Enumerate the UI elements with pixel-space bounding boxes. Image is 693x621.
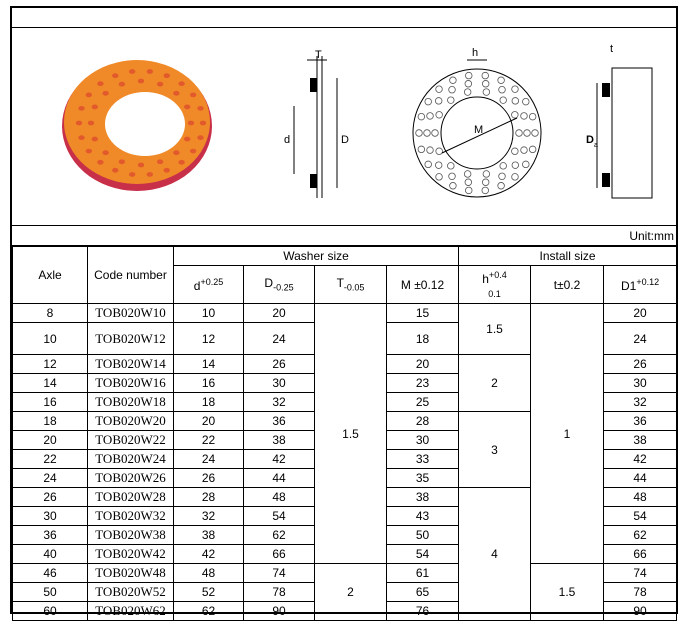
washer-pocket — [119, 159, 125, 164]
cell-T-merged: 1.5 — [315, 304, 387, 564]
lubrication-hole — [448, 97, 455, 104]
washer-pocket — [97, 81, 103, 86]
cell-code: TOB020W38 — [88, 526, 174, 545]
cell-code: TOB020W32 — [88, 507, 174, 526]
cell-axle: 50 — [13, 583, 88, 602]
cell-M: 38 — [387, 488, 459, 507]
lubrication-hole — [449, 173, 456, 180]
cell-D1: 32 — [604, 393, 677, 412]
cell-D: 54 — [244, 507, 315, 526]
lubrication-hole — [425, 161, 432, 168]
washer-pocket — [119, 82, 125, 87]
washer-pocket — [102, 91, 108, 96]
cell-D1: 36 — [604, 412, 677, 431]
cell-D1: 90 — [604, 602, 677, 621]
label-Da-sub: a — [594, 142, 598, 149]
lubrication-hole — [522, 161, 529, 168]
cell-M: 25 — [387, 393, 459, 412]
cell-d: 22 — [174, 431, 244, 450]
lubrication-hole — [499, 173, 506, 180]
washer-pocket — [197, 106, 203, 111]
washer-pocket — [178, 160, 184, 165]
cell-D: 78 — [244, 583, 315, 602]
lubrication-hole — [450, 182, 457, 189]
lubrication-hole — [449, 86, 456, 93]
top-band — [12, 8, 676, 28]
cell-axle: 22 — [13, 450, 88, 469]
cell-D: 20 — [244, 304, 315, 323]
header-code: Code number — [88, 247, 174, 304]
cell-D1: 30 — [604, 374, 677, 393]
lubrication-hole — [450, 77, 457, 84]
washer-pocket — [86, 149, 92, 154]
washer-pocket — [147, 69, 153, 74]
header-h: $h^{+0.4}$ 0.1 — [459, 266, 531, 304]
cell-axle: 24 — [13, 469, 88, 488]
washer-illustrations — [12, 28, 676, 225]
cell-D: 36 — [244, 412, 315, 431]
washer-pocket — [188, 121, 194, 126]
label-D: D — [341, 134, 349, 146]
lubrication-hole — [427, 147, 434, 154]
cell-d: 28 — [174, 488, 244, 507]
cell-t-merged: 1 — [531, 304, 604, 564]
cell-axle: 60 — [13, 602, 88, 621]
lubrication-hole — [464, 171, 471, 178]
lubrication-hole — [500, 97, 507, 104]
lubrication-hole — [512, 86, 519, 93]
cell-d: 62 — [174, 602, 244, 621]
lubrication-hole — [482, 187, 489, 194]
lubrication-hole — [432, 130, 439, 137]
washer-pocket — [178, 81, 184, 86]
washer-pocket — [97, 160, 103, 165]
cell-axle: 40 — [13, 545, 88, 564]
lubrication-hole — [512, 111, 519, 118]
front-view-h-M — [413, 47, 541, 197]
lubrication-hole — [498, 77, 505, 84]
cell-D1: 26 — [604, 355, 677, 374]
lubrication-hole — [418, 146, 425, 153]
cell-axle: 8 — [13, 304, 88, 323]
washer-pocket — [112, 168, 118, 173]
washer-pocket — [190, 92, 196, 97]
cell-code: TOB020W26 — [88, 469, 174, 488]
label-d: d — [284, 134, 291, 146]
washer-pocket — [129, 69, 135, 74]
lubrication-hole — [424, 130, 431, 137]
lubrication-hole — [482, 72, 489, 79]
lubrication-hole — [512, 162, 519, 169]
label-T: T — [315, 49, 322, 61]
cell-D: 66 — [244, 545, 315, 564]
cell-axle: 14 — [13, 374, 88, 393]
cell-code: TOB020W24 — [88, 450, 174, 469]
lubrication-hole — [512, 174, 519, 181]
cell-D1: 24 — [604, 323, 677, 355]
cell-axle: 36 — [13, 526, 88, 545]
cell-D: 74 — [244, 564, 315, 583]
washer-pocket — [200, 121, 206, 126]
cell-code: TOB020W20 — [88, 412, 174, 431]
cell-D1: 38 — [604, 431, 677, 450]
cell-D1: 78 — [604, 583, 677, 602]
washer-pocket — [190, 149, 196, 154]
cell-T-merged: 2 — [315, 564, 387, 621]
cell-D: 90 — [244, 602, 315, 621]
washer-pocket — [92, 105, 98, 110]
lubrication-hole — [482, 179, 489, 186]
cell-code: TOB020W52 — [88, 583, 174, 602]
lubrication-hole — [464, 89, 471, 96]
cell-axle: 20 — [13, 431, 88, 450]
lubrication-hole — [500, 163, 507, 170]
lubrication-hole — [435, 98, 442, 105]
washer-pocket — [184, 105, 190, 110]
lubrication-hole — [465, 72, 472, 79]
washer-pocket — [164, 73, 170, 78]
cell-M: 23 — [387, 374, 459, 393]
cell-D: 24 — [244, 323, 315, 355]
lubrication-hole — [521, 113, 528, 120]
washer-pocket — [164, 168, 170, 173]
washer-pocket — [102, 150, 108, 155]
cell-D1: 42 — [604, 450, 677, 469]
unit-label: Unit:mm — [12, 226, 676, 246]
lubrication-hole — [499, 86, 506, 93]
washer-spec-table — [12, 246, 677, 621]
cell-d: 26 — [174, 469, 244, 488]
cell-d: 42 — [174, 545, 244, 564]
cell-D: 42 — [244, 450, 315, 469]
lubrication-hole — [436, 111, 443, 118]
cell-axle: 10 — [13, 323, 88, 355]
lubrication-hole — [448, 163, 455, 170]
cell-D: 62 — [244, 526, 315, 545]
cell-D1: 48 — [604, 488, 677, 507]
cell-h-merged: 4 — [459, 488, 531, 621]
lubrication-hole — [418, 113, 425, 120]
header-t: t±0.2 — [531, 266, 604, 304]
washer-pocket — [157, 82, 163, 87]
lubrication-hole — [521, 147, 528, 154]
cell-d: 32 — [174, 507, 244, 526]
cell-d: 38 — [174, 526, 244, 545]
washer-pocket — [138, 163, 144, 168]
cell-D: 30 — [244, 374, 315, 393]
spec-sheet-frame — [10, 6, 678, 618]
cell-d: 14 — [174, 355, 244, 374]
cell-M: 33 — [387, 450, 459, 469]
lubrication-hole — [483, 89, 490, 96]
cell-M: 15 — [387, 304, 459, 323]
lubrication-hole — [465, 80, 472, 87]
cell-D: 26 — [244, 355, 315, 374]
cell-M: 50 — [387, 526, 459, 545]
cell-M: 61 — [387, 564, 459, 583]
washer-pocket — [129, 172, 135, 177]
cell-M: 30 — [387, 431, 459, 450]
cell-code: TOB020W16 — [88, 374, 174, 393]
header-M: M ±0.12 — [387, 266, 459, 304]
cell-code: TOB020W22 — [88, 431, 174, 450]
header-axle: Axle — [13, 247, 88, 304]
washer-pocket — [147, 172, 153, 177]
header-d: $d^{+0.25}$ — [174, 266, 244, 304]
cell-M: 54 — [387, 545, 459, 564]
header-D: $D_{-0.25}$ — [244, 266, 315, 304]
cell-D: 48 — [244, 488, 315, 507]
lubrication-hole — [465, 179, 472, 186]
cell-M: 20 — [387, 355, 459, 374]
cell-D: 38 — [244, 431, 315, 450]
cell-code: TOB020W28 — [88, 488, 174, 507]
cell-D1: 54 — [604, 507, 677, 526]
cell-d: 48 — [174, 564, 244, 583]
header-install-size: Install size — [459, 247, 677, 266]
cell-d: 20 — [174, 412, 244, 431]
lubrication-hole — [529, 146, 536, 153]
cell-M: 76 — [387, 602, 459, 621]
cell-axle: 18 — [13, 412, 88, 431]
cell-axle: 12 — [13, 355, 88, 374]
cell-D1: 66 — [604, 545, 677, 564]
cell-axle: 30 — [13, 507, 88, 526]
washer-pocket — [157, 159, 163, 164]
cell-code: TOB020W18 — [88, 393, 174, 412]
illustration-area — [12, 28, 676, 226]
lubrication-hole — [483, 171, 490, 178]
cell-d: 12 — [174, 323, 244, 355]
cell-D1: 74 — [604, 564, 677, 583]
cell-M: 43 — [387, 507, 459, 526]
section-view-d-D — [284, 49, 349, 198]
lubrication-hole — [465, 187, 472, 194]
cell-d: 16 — [174, 374, 244, 393]
cell-D1: 44 — [604, 469, 677, 488]
cell-h-merged: 1.5 — [459, 304, 531, 355]
washer-pocket — [92, 137, 98, 142]
cell-d: 24 — [174, 450, 244, 469]
cell-axle: 46 — [13, 564, 88, 583]
cell-M: 28 — [387, 412, 459, 431]
cell-h-merged: 3 — [459, 412, 531, 488]
cell-M: 18 — [387, 323, 459, 355]
washer-pocket — [112, 73, 118, 78]
lubrication-hole — [516, 130, 523, 137]
washer-pocket — [86, 92, 92, 97]
lubrication-hole — [512, 148, 519, 155]
washer-pocket — [88, 121, 94, 126]
table-row — [13, 304, 677, 323]
washer-pocket — [173, 91, 179, 96]
lubrication-hole — [436, 174, 443, 181]
cell-code: TOB020W48 — [88, 564, 174, 583]
lubrication-hole — [512, 98, 519, 105]
washer-pocket — [184, 137, 190, 142]
cell-code: TOB020W14 — [88, 355, 174, 374]
lubrication-hole — [427, 113, 434, 120]
cell-D: 32 — [244, 393, 315, 412]
cell-d: 52 — [174, 583, 244, 602]
install-view-t-Da — [586, 43, 652, 198]
cell-h-merged: 2 — [459, 355, 531, 412]
cell-D: 44 — [244, 469, 315, 488]
lubrication-hole — [425, 98, 432, 105]
cell-code: TOB020W10 — [88, 304, 174, 323]
cell-axle: 16 — [13, 393, 88, 412]
lubrication-hole — [436, 86, 443, 93]
table-row — [13, 564, 677, 583]
cell-D1: 20 — [604, 304, 677, 323]
lubrication-hole — [522, 98, 529, 105]
header-D1: $D1^{+0.12}$ — [604, 266, 677, 304]
cell-d: 18 — [174, 393, 244, 412]
washer-pocket — [197, 135, 203, 140]
label-t: t — [610, 43, 614, 55]
lubrication-hole — [532, 130, 539, 137]
lubrication-hole — [435, 162, 442, 169]
cell-d: 10 — [174, 304, 244, 323]
washer-pocket — [76, 121, 82, 126]
washer-pocket — [78, 106, 84, 111]
header-T: $T_{-0.05}$ — [315, 266, 387, 304]
label-Da: D — [586, 134, 594, 146]
header-washer-size: Washer size — [174, 247, 459, 266]
cell-axle: 26 — [13, 488, 88, 507]
washer-pocket — [173, 150, 179, 155]
label-M: M — [474, 124, 484, 136]
cell-code: TOB020W12 — [88, 323, 174, 355]
washer-pocket — [138, 79, 144, 84]
cell-t-merged: 1.5 — [531, 564, 604, 621]
cell-M: 65 — [387, 583, 459, 602]
cell-code: TOB020W62 — [88, 602, 174, 621]
lubrication-hole — [529, 113, 536, 120]
cell-D1: 62 — [604, 526, 677, 545]
label-h: h — [472, 47, 479, 59]
washer-pocket — [78, 135, 84, 140]
lubrication-hole — [416, 130, 423, 137]
lubrication-hole — [498, 182, 505, 189]
cell-M: 35 — [387, 469, 459, 488]
cell-code: TOB020W42 — [88, 545, 174, 564]
washer-photo — [62, 60, 212, 191]
lubrication-hole — [524, 130, 531, 137]
lubrication-hole — [482, 80, 489, 87]
lubrication-hole — [436, 148, 443, 155]
